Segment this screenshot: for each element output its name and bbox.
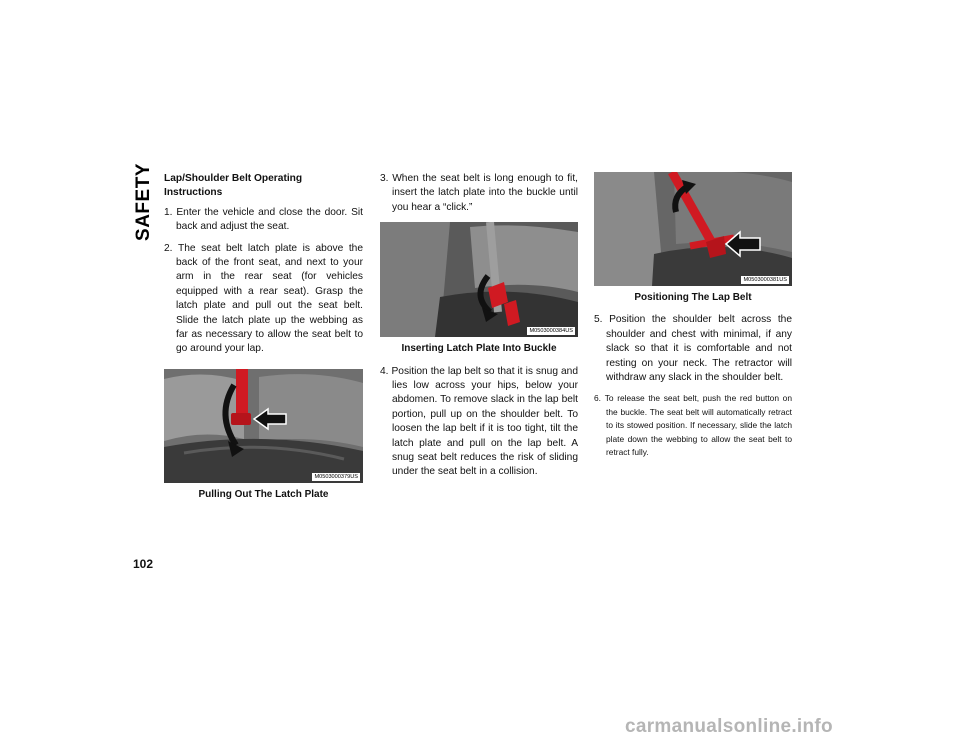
step-6: [594, 392, 792, 459]
buckle-illustration: [380, 222, 578, 337]
step-5: [594, 313, 792, 385]
step-number: 3.: [380, 173, 389, 184]
step-2: [164, 242, 363, 357]
figure-positioning-lap-belt: [594, 172, 792, 286]
figure-code: M0503000381US: [743, 277, 787, 283]
lap-belt-illustration: [594, 172, 792, 286]
section-heading: Lap/Shoulder Belt Operating Instructions: [164, 173, 303, 199]
figure-code: M0503000384US: [529, 328, 573, 335]
figure-caption: Positioning The Lap Belt: [634, 292, 752, 303]
figure-caption: Inserting Latch Plate Into Buckle: [401, 343, 557, 355]
step-number: 1.: [164, 206, 173, 218]
figure-inserting-latch-plate: [380, 222, 578, 337]
step-number: 4.: [380, 365, 389, 377]
step-number: 5.: [594, 314, 603, 326]
step-text: Position the shoulder belt across the shoulder and chest with minimal, if any slack so that it is comfortable and not resting on your neck. The retractor will withdraw any slack in the shoulder belt.: [606, 314, 792, 384]
column-2: [380, 172, 578, 487]
step-3: [380, 172, 578, 215]
step-1: [164, 206, 363, 235]
step-number: 6.: [594, 393, 601, 404]
step-text: Position the lap belt so that it is snug and lies low across your hips, below your abdomen. To remove slack in the lap belt portion, pull up on the shoulder belt. To loosen the lap belt if it is too tight, tilt the latch plate and pull on the lap belt. A snug seat belt reduces the risk of sliding under the seat belt in a collision.: [391, 365, 578, 478]
figure-code: M0503000379US: [314, 473, 358, 480]
page-number: 102: [133, 557, 154, 571]
step-text: When the seat belt is long enough to fit, insert the latch plate into the buckle until you hear a “click.”: [392, 173, 578, 213]
figure-caption: Pulling Out The Latch Plate: [198, 488, 329, 500]
step-number: 2.: [164, 242, 173, 254]
section-tab: [133, 163, 155, 241]
step-text: The seat belt latch plate is above the back of the front seat, and next to your arm in the rear seat (for vehicles equipped with a rear seat). Grasp the latch plate and pull out the seat belt. Slide the latch plate up the webbing as far as necessary to allow the seat belt to go around your lap.: [176, 242, 363, 355]
figure-pulling-latch-plate: [164, 369, 363, 483]
step-text: To release the seat belt, push the red button on the buckle. The seat belt will automatically retract to its stowed position. If necessary, slide the latch plate down the webbing to allow the seat belt to retract fully.: [604, 393, 792, 458]
column-3: [594, 172, 792, 459]
footer-watermark: carmanualsonline.info: [625, 716, 833, 737]
column-1: [164, 172, 363, 510]
step-4: [380, 365, 578, 480]
seat-illustration: [164, 369, 363, 483]
section-tab-label: SAFETY: [133, 163, 154, 241]
step-text: Enter the vehicle and close the door. Sit back and adjust the seat.: [176, 206, 363, 233]
